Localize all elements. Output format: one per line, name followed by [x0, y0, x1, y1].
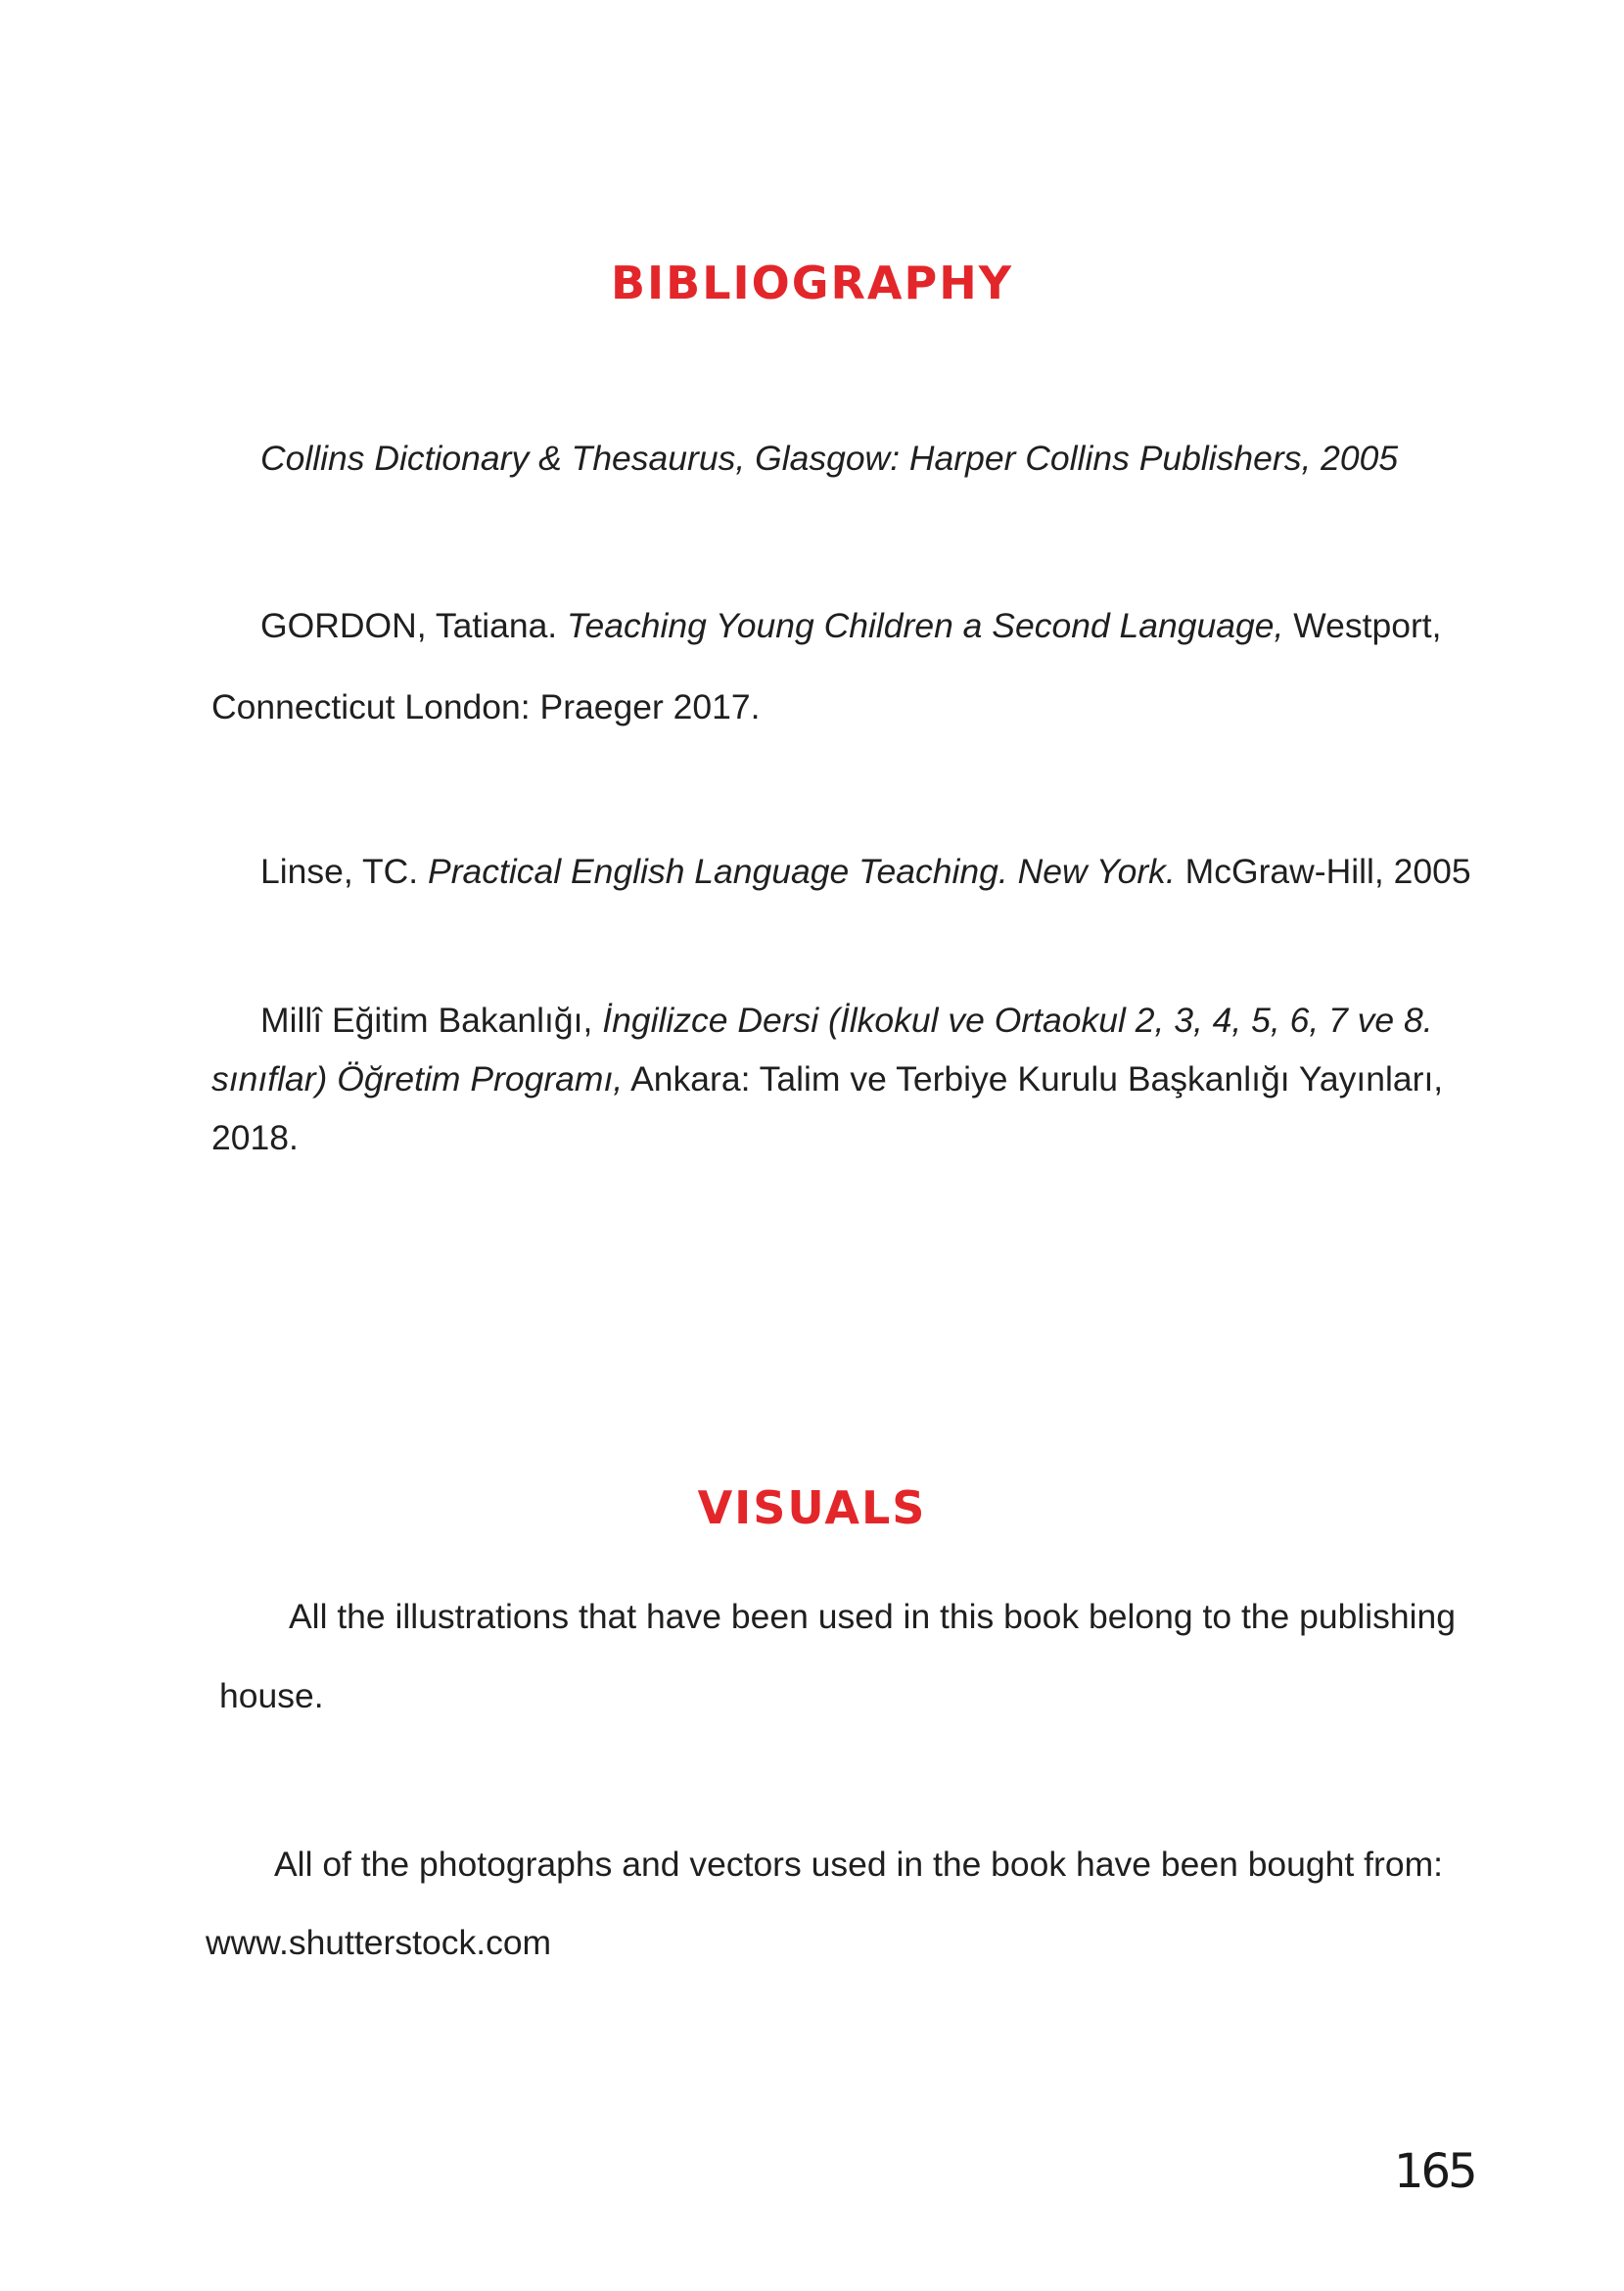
reference-milli-publisher: Ankara: Talim ve Terbiye Kurulu Başkanlığı Yayınları, [630, 1059, 1444, 1099]
bibliography-heading: BIBLIOGRAPHY [610, 257, 1014, 309]
visuals-heading: VISUALS [697, 1481, 927, 1534]
visuals-paragraph-2: All of the photographs and vectors used in the book have been bought from: [274, 1845, 1443, 1884]
reference-milli-title-line2: sınıflar) Öğretim Programı, [211, 1059, 624, 1099]
reference-gordon [260, 585, 1442, 666]
reference-milli-title-line1: İngilizce Dersi (İlkokul ve Ortaokul 2, 3, 4, 5, 6, 7 ve 8. [602, 1001, 1433, 1040]
reference-linse-title: Practical English Language Teaching. New York. [428, 852, 1176, 891]
reference-linse-publisher: McGraw-Hill, 2005 [1184, 852, 1471, 891]
visuals-url: www.shutterstock.com [206, 1923, 552, 1962]
visuals-paragraph-1-continued: house. [219, 1676, 324, 1715]
reference-gordon-author: GORDON, Tatiana. [260, 606, 558, 645]
reference-linse [260, 831, 1471, 912]
reference-collins [260, 418, 1398, 498]
reference-milli-continued [211, 1050, 1443, 1108]
reference-milli-year: 2018. [211, 1118, 299, 1157]
reference-linse-author: Linse, TC. [260, 852, 419, 891]
page-number: 165 [1394, 2144, 1475, 2199]
reference-collins-title: Collins Dictionary & Thesaurus, Glasgow: Harper Collins Publishers, 2005 [260, 439, 1399, 478]
visuals-paragraph-1: All the illustrations that have been used in this book belong to the publishing [289, 1597, 1457, 1636]
reference-gordon-place: Westport, [1293, 606, 1442, 645]
reference-gordon-continued: Connecticut London: Praeger 2017. [211, 687, 761, 726]
reference-milli [260, 991, 1433, 1050]
reference-milli-author: Millî Eğitim Bakanlığı, [260, 1001, 593, 1040]
reference-gordon-title: Teaching Young Children a Second Language, [567, 606, 1284, 645]
